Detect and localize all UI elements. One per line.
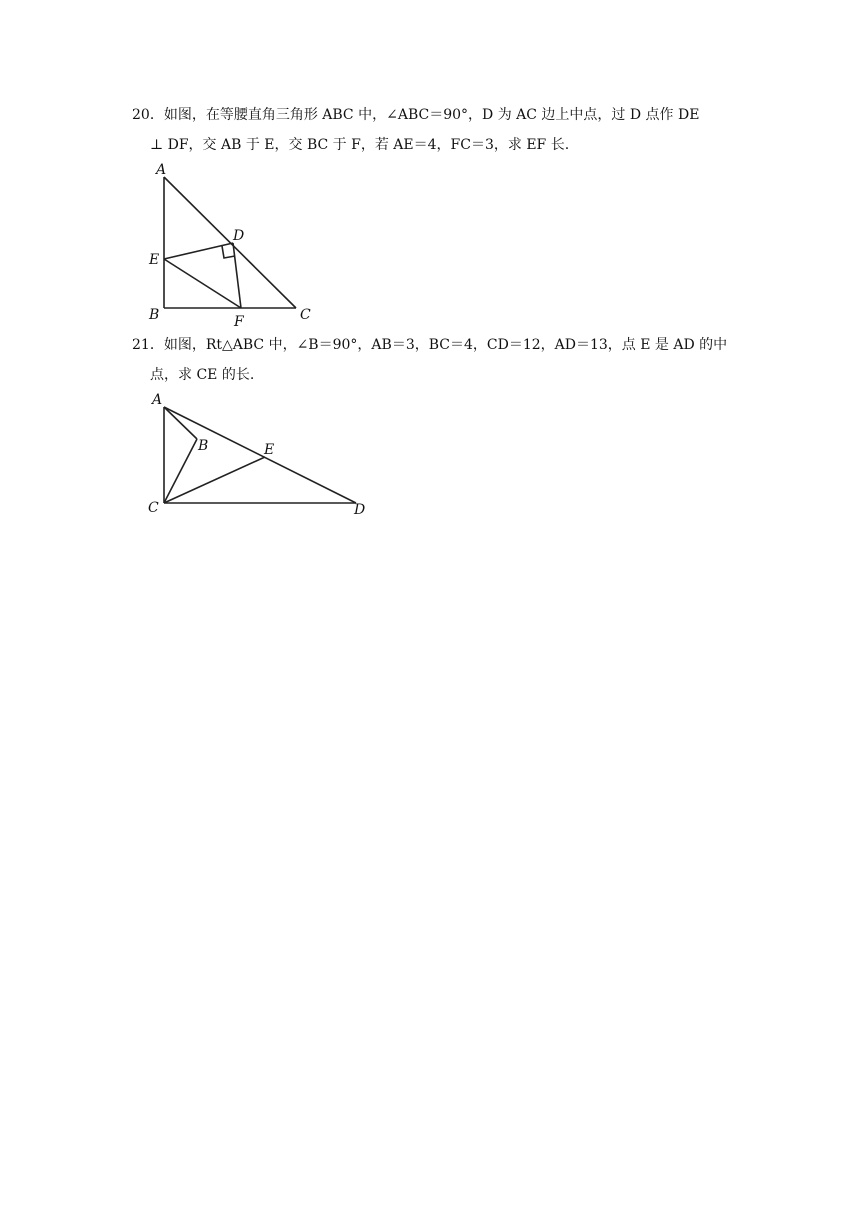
label-e: E: [264, 442, 275, 458]
segment-ef: [164, 259, 241, 308]
problem-21-number: 21．: [132, 337, 164, 353]
problem-21-line-1: [132, 330, 742, 360]
segment-bc: [164, 439, 197, 503]
label-c: C: [148, 500, 159, 516]
label-d: D: [354, 502, 366, 518]
label-d: D: [233, 228, 245, 244]
segment-ce: [164, 457, 265, 503]
segment-ad: [164, 407, 356, 503]
label-f: F: [234, 314, 244, 330]
label-e: E: [149, 252, 160, 268]
problem-21: [132, 330, 742, 390]
problem-21-line-2: 点，求 CE 的长.: [150, 367, 255, 383]
problem-21-text-1: 如图，Rt△ABC 中，∠B＝90°，AB＝3，BC＝4，CD＝12，AD＝13，点 E 是 AD 的中: [163, 337, 728, 353]
label-b: B: [149, 307, 160, 323]
figure-21: [140, 390, 380, 525]
problem-20-number: 20．: [132, 107, 164, 123]
figure-21-svg: [140, 390, 380, 525]
problem-20-text-1: 如图，在等腰直角三角形 ABC 中，∠ABC＝90°，D 为 AC 边上中点，过 D 点作 DE: [163, 107, 700, 123]
label-c: C: [300, 307, 311, 323]
figure-20-svg: [140, 160, 340, 330]
problem-20: [132, 100, 742, 160]
label-a: A: [152, 392, 163, 408]
label-b: B: [198, 438, 209, 454]
segment-ab: [164, 407, 197, 439]
segment-ac: [164, 177, 296, 308]
problem-20-line-2: ⊥ DF，交 AB 于 E，交 BC 于 F，若 AE＝4，FC＝3，求 EF 长.: [150, 137, 570, 153]
label-a: A: [156, 162, 167, 178]
figure-20: [140, 160, 340, 330]
problem-20-line-1: [132, 100, 742, 130]
